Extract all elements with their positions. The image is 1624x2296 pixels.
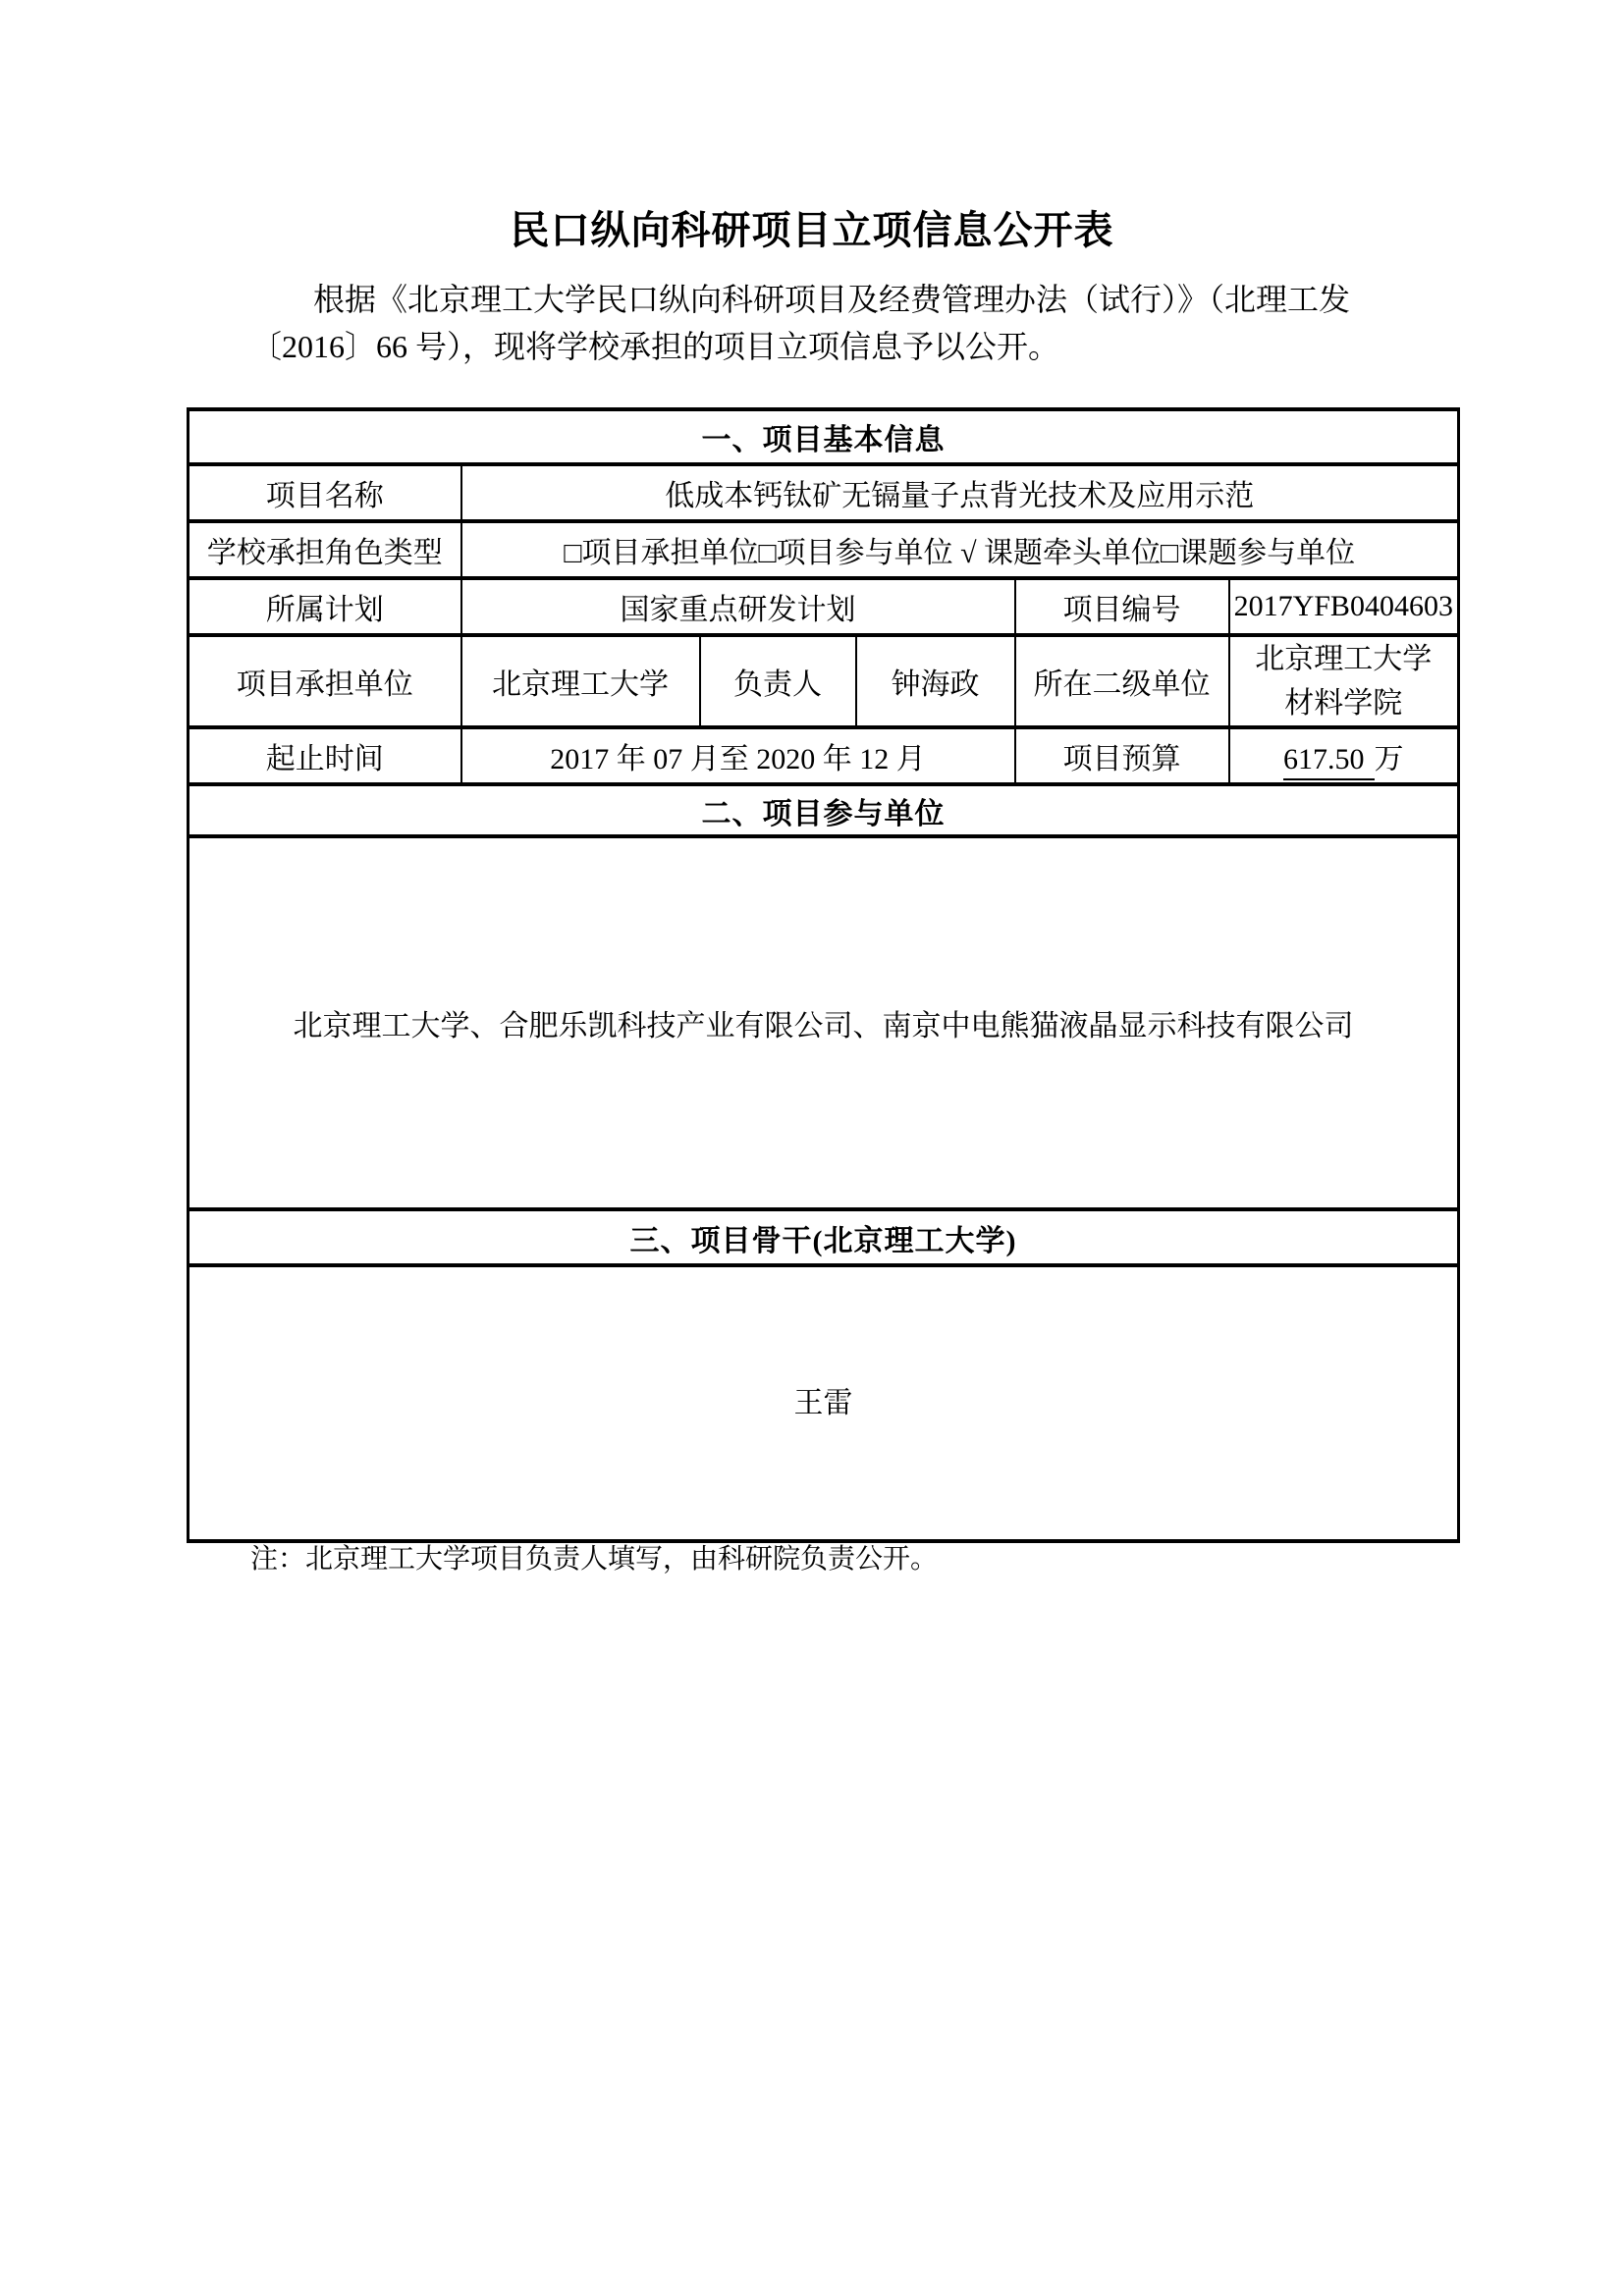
role-type-checkbox-value: □项目承担单位□项目参与单位 √ 课题牵头单位□课题参与单位 [461, 521, 1459, 578]
budget-label: 项目预算 [1015, 727, 1229, 784]
project-number-label: 项目编号 [1015, 578, 1229, 635]
footnote: 注：北京理工大学项目负责人填写，由科研院负责公开。 [250, 1544, 939, 1575]
budget-unit: 万 [1374, 743, 1404, 775]
project-name-row [189, 464, 1459, 521]
secondary-unit-line-2: 材料学院 [1284, 687, 1403, 720]
section2-header-row [189, 784, 1459, 836]
budget-value-cell [1229, 727, 1459, 784]
undertaker-value: 北京理工大学 [461, 635, 700, 727]
duration-value: 2017 年 07 月至 2020 年 12 月 [461, 727, 1015, 784]
undertaker-row [189, 635, 1459, 727]
project-name-value: 低成本钙钛矿无镉量子点背光技术及应用示范 [461, 464, 1459, 521]
role-type-row [189, 521, 1459, 578]
secondary-unit-label: 所在二级单位 [1015, 635, 1229, 727]
secondary-unit-line-1: 北京理工大学 [1255, 643, 1433, 675]
page-title: 民口纵向科研项目立项信息公开表 [510, 208, 1114, 252]
role-type-label: 学校承担角色类型 [189, 521, 461, 578]
section2-header: 二、项目参与单位 [189, 784, 1459, 836]
duration-row [189, 727, 1459, 784]
plan-label: 所属计划 [189, 578, 461, 635]
section3-content-row [189, 1265, 1459, 1541]
section3-header-row [189, 1209, 1459, 1265]
intro-paragraph [250, 276, 1429, 370]
project-backbone-value: 王雷 [189, 1265, 1459, 1541]
leader-label: 负责人 [700, 635, 856, 727]
section1-header-row [189, 409, 1459, 464]
undertaker-label: 项目承担单位 [189, 635, 461, 727]
section2-content-row [189, 836, 1459, 1209]
project-number-value: 2017YFB0404603 [1229, 578, 1459, 635]
duration-label: 起止时间 [189, 727, 461, 784]
plan-value: 国家重点研发计划 [461, 578, 1015, 635]
project-name-label: 项目名称 [189, 464, 461, 521]
section3-header: 三、项目骨干(北京理工大学) [189, 1209, 1459, 1265]
intro-line-2: 〔2016〕66 号），现将学校承担的项目立项信息予以公开。 [250, 329, 1060, 364]
secondary-unit-value [1229, 635, 1459, 727]
project-info-table [187, 407, 1460, 1543]
budget-amount: 617.50 [1283, 743, 1375, 780]
intro-line-1: 根据《北京理工大学民口纵向科研项目及经费管理办法（试行）》（北理工发 [313, 282, 1351, 317]
leader-value: 钟海政 [856, 635, 1015, 727]
section1-header: 一、项目基本信息 [189, 409, 1459, 464]
plan-row [189, 578, 1459, 635]
participating-units-value: 北京理工大学、合肥乐凯科技产业有限公司、南京中电熊猫液晶显示科技有限公司 [189, 836, 1459, 1209]
